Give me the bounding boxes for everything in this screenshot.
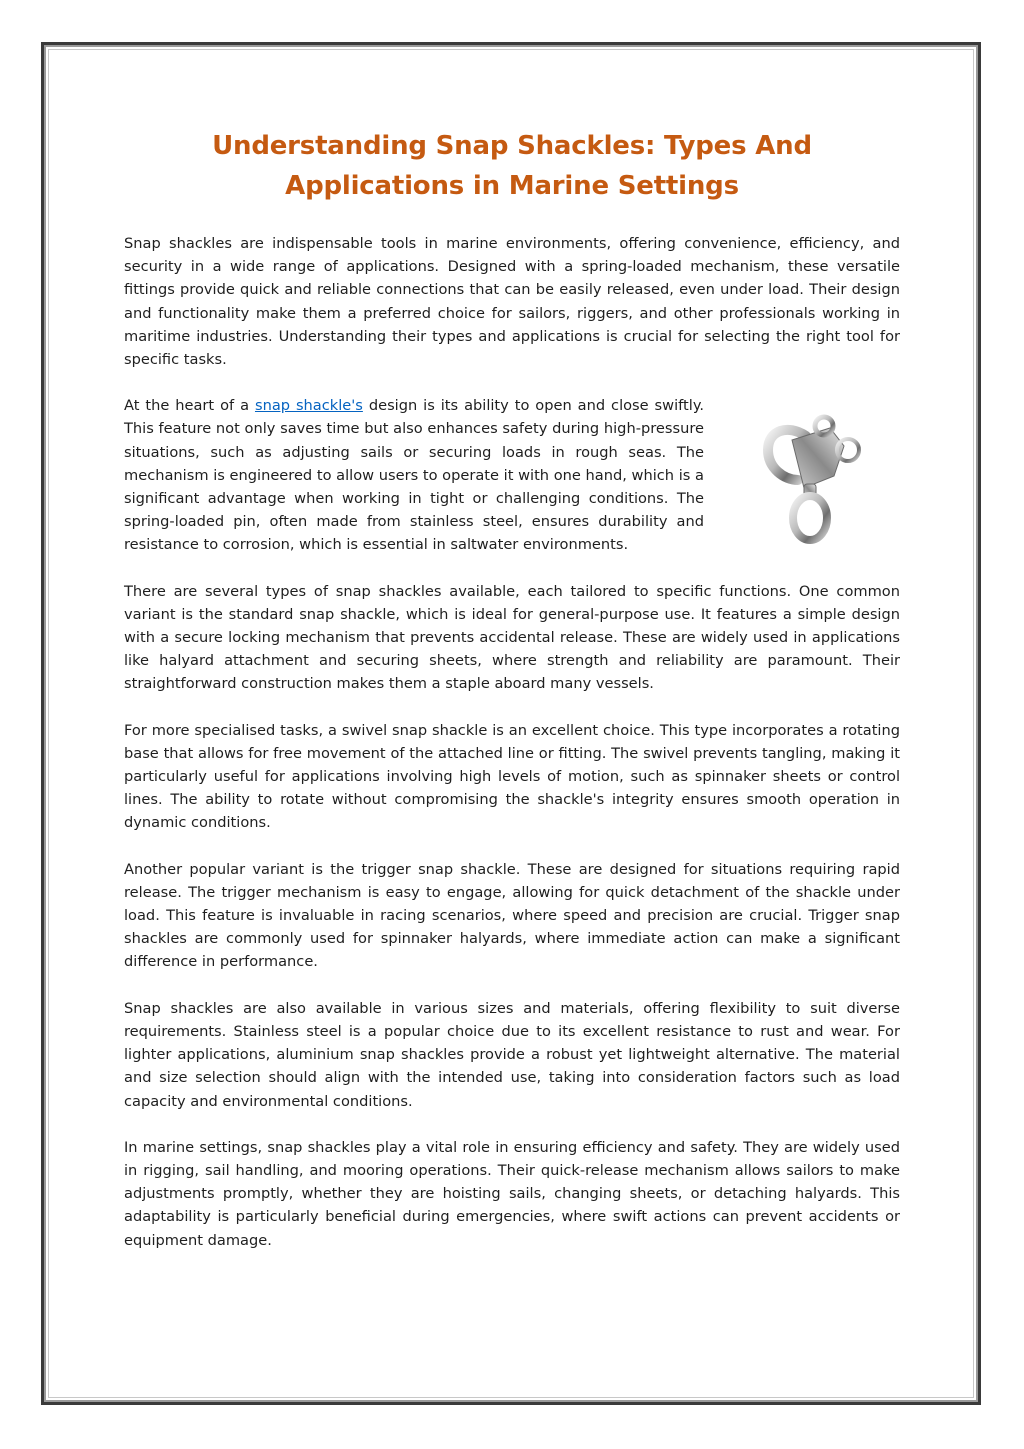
- paragraph-mechanism-rest: design is its ability to open and close swiftly. This feature not only saves time but also enhances safety during high-pressure situations, such as adjusting sails or securing loads in rough seas. The mechanism is engineered to allow users to operate it with one hand, which is a significant advantage when working in tight or challenging conditions. The spring-loaded pin, often made from stainless steel, ensures durability and resistance to corrosion, which is essential in saltwater environments.: [124, 397, 705, 554]
- paragraph-swivel: For more specialised tasks, a swivel snap shackle is an excellent choice. This type incorporates a rotating base that allows for free movement of the attached line or fitting. The swivel prevents tangling, making it particularly useful for applications involving high levels of motion, such as spinnaker sheets or control lines. The ability to rotate without compromising the shackle's integrity ensures smooth operation in dynamic conditions.: [124, 721, 900, 832]
- page-title: Understanding Snap Shackles: Types And Applications in Marine Settings: [212, 131, 812, 201]
- swivel-snap-shackle-icon: [748, 406, 868, 546]
- paragraph-mechanism-lead: At the heart of a: [124, 397, 255, 415]
- paragraph-mechanism: [124, 394, 704, 556]
- paragraph-types: There are several types of snap shackles available, each tailored to specific functions. One common variant is the standard snap shackle, which is ideal for general-purpose use. It features a simple design with a secure locking mechanism that prevents accidental release. These are widely used in applications like halyard attachment and securing sheets, where strength and reliability are paramount. Their straightforward construction makes them a staple aboard many vessels.: [124, 582, 900, 693]
- image-text-block: [124, 394, 900, 556]
- paragraph-trigger: Another popular variant is the trigger snap shackle. These are designed for situations requiring rapid release. The trigger mechanism is easy to engage, allowing for quick detachment of the shackle under load. This feature is invaluable in racing scenarios, where speed and precision are crucial. Trigger snap shackles are commonly used for spinnaker halyards, where immediate action can make a significant difference in performance.: [124, 860, 900, 971]
- paragraph-materials: Snap shackles are also available in various sizes and materials, offering flexibility to suit diverse requirements. Stainless steel is a popular choice due to its excellent resistance to rust and wear. For lighter applications, aluminium snap shackles provide a robust yet lightweight alternative. The material and size selection should align with the intended use, taking into consideration factors such as load capacity and environmental conditions.: [124, 999, 900, 1110]
- paragraph-intro: Snap shackles are indispensable tools in marine environments, offering convenience, efficiency, and security in a wide range of applications. Designed with a spring-loaded mechanism, these versatile fittings provide quick and reliable connections that can be easily released, even under load. Their design and functionality make them a preferred choice for sailors, riggers, and other professionals working in maritime industries. Understanding their types and applications is crucial for selecting the right tool for specific tasks.: [124, 235, 900, 369]
- paragraph-marine-settings: In marine settings, snap shackles play a vital role in ensuring efficiency and safety. They are widely used in rigging, sail handling, and mooring operations. Their quick-release mechanism allows sailors to make adjustments promptly, whether they are hoisting sails, changing sheets, or detaching halyards. This adaptability is particularly beneficial during emergencies, where swift actions can prevent accidents or equipment damage.: [124, 1138, 900, 1249]
- document-content: [124, 126, 900, 1252]
- snap-shackle-link[interactable]: snap shackle's: [254, 397, 363, 415]
